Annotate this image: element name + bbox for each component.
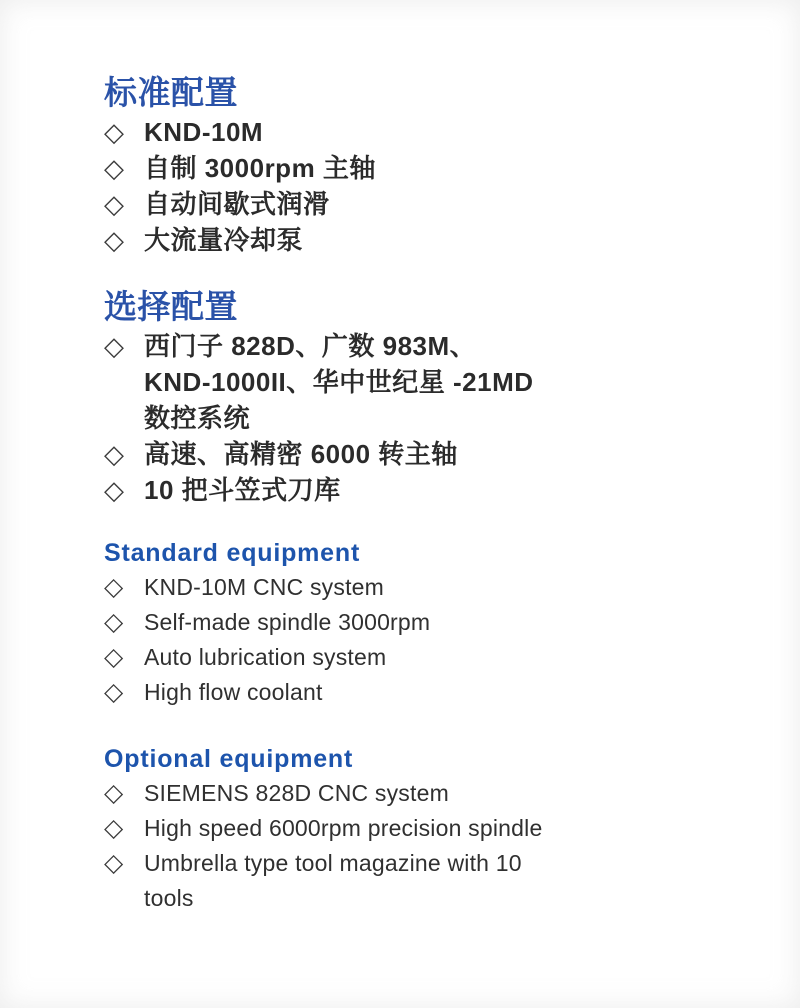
section-heading-zh-optional: 选择配置 xyxy=(104,288,238,325)
item-text xyxy=(144,846,744,916)
item-line: KND-10M CNC system xyxy=(144,574,385,600)
item-text xyxy=(144,150,744,186)
item-line: SIEMENS 828D CNC system xyxy=(144,780,449,806)
item-line: 西门子 828D、广数 983M、 xyxy=(144,331,477,361)
list-item xyxy=(104,222,744,258)
item-text xyxy=(144,605,744,640)
list-item xyxy=(104,675,744,710)
item-text xyxy=(144,436,744,472)
item-text xyxy=(144,472,744,508)
diamond-bullet-icon: ◇ xyxy=(104,608,124,636)
diamond-bullet-icon: ◇ xyxy=(104,643,124,671)
list-item xyxy=(104,436,744,472)
section-optional-config-zh xyxy=(104,286,744,508)
item-line: High flow coolant xyxy=(144,679,323,705)
diamond-bullet-icon: ◇ xyxy=(104,189,124,219)
section-standard-equipment-en xyxy=(104,536,744,710)
list-item xyxy=(104,114,744,150)
item-line: 大流量冷却泵 xyxy=(144,225,304,255)
item-line: 高速、高精密 6000 转主轴 xyxy=(144,439,458,469)
item-text xyxy=(144,811,744,846)
diamond-bullet-icon: ◇ xyxy=(104,439,124,469)
diamond-bullet-icon: ◇ xyxy=(104,779,124,807)
list-item xyxy=(104,570,744,605)
section-standard-config-zh xyxy=(104,72,744,258)
item-line: KND-1000II、华中世纪星 -21MD xyxy=(144,367,534,397)
item-text xyxy=(144,640,744,675)
diamond-bullet-icon: ◇ xyxy=(104,573,124,601)
section-heading-en-standard: Standard equipment xyxy=(104,539,361,567)
item-line: 自制 3000rpm 主轴 xyxy=(144,153,376,183)
item-text xyxy=(144,328,744,436)
item-line: 10 把斗笠式刀库 xyxy=(144,475,341,505)
diamond-bullet-icon: ◇ xyxy=(104,153,124,183)
diamond-bullet-icon: ◇ xyxy=(104,475,124,505)
item-text xyxy=(144,776,744,811)
section-optional-equipment-en xyxy=(104,742,744,916)
item-line: High speed 6000rpm precision spindle xyxy=(144,815,543,841)
list-item xyxy=(104,776,744,811)
item-text xyxy=(144,222,744,258)
item-line: 数控系统 xyxy=(144,403,251,433)
diamond-bullet-icon: ◇ xyxy=(104,117,124,147)
diamond-bullet-icon: ◇ xyxy=(104,814,124,842)
item-text xyxy=(144,186,744,222)
list-item xyxy=(104,846,744,916)
list-item xyxy=(104,186,744,222)
diamond-bullet-icon: ◇ xyxy=(104,678,124,706)
list-item xyxy=(104,640,744,675)
section-heading-en-optional: Optional equipment xyxy=(104,745,354,773)
item-line: tools xyxy=(144,885,194,911)
list-item xyxy=(104,150,744,186)
list-item xyxy=(104,472,744,508)
list-item xyxy=(104,605,744,640)
section-heading-zh-standard: 标准配置 xyxy=(104,74,238,111)
item-text xyxy=(144,675,744,710)
list-item xyxy=(104,328,744,436)
item-line: 自动间歇式润滑 xyxy=(144,189,330,219)
item-text xyxy=(144,114,744,150)
diamond-bullet-icon: ◇ xyxy=(104,225,124,255)
item-line: KND-10M xyxy=(144,117,264,147)
item-text xyxy=(144,570,744,605)
item-line: Umbrella type tool magazine with 10 xyxy=(144,850,522,876)
item-line: Self-made spindle 3000rpm xyxy=(144,609,431,635)
item-line: Auto lubrication system xyxy=(144,644,387,670)
diamond-bullet-icon: ◇ xyxy=(104,849,124,877)
list-item xyxy=(104,811,744,846)
diamond-bullet-icon: ◇ xyxy=(104,331,124,361)
document-content xyxy=(104,72,744,948)
